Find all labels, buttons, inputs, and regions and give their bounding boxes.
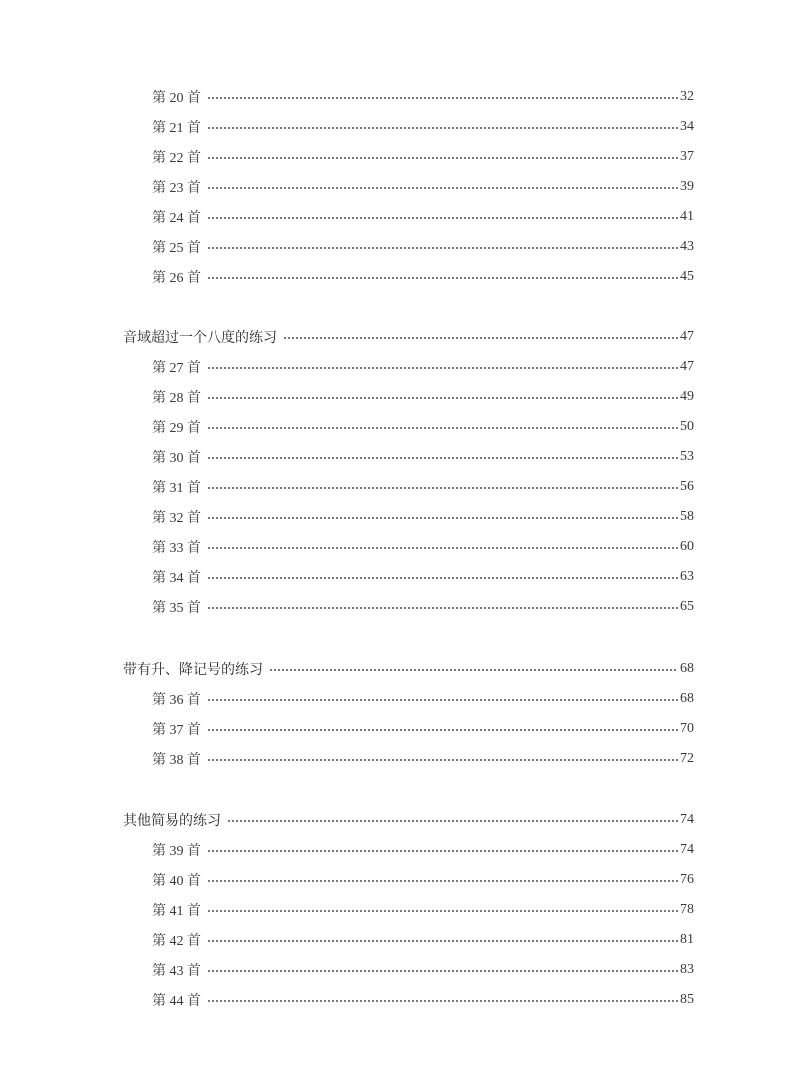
dot-leader [269,669,678,671]
toc-section-row [123,808,694,832]
toc-entry-label: 第 32 首 [152,511,201,526]
dot-leader [207,547,678,549]
toc-page-number: 49 [680,389,694,404]
toc-entry-label: 第 29 首 [152,421,201,436]
dot-leader [207,940,678,942]
dot-leader [207,217,678,219]
toc-entry-row [152,145,694,169]
toc-page-number: 45 [680,269,694,284]
toc-section-title: 其他简易的练习 [123,813,221,829]
toc-entry-row [152,265,694,289]
dot-leader [207,247,678,249]
toc-page-number: 53 [680,449,694,464]
toc-entry-label: 第 34 首 [152,571,201,586]
toc-section-title: 带有升、降记号的练习 [123,662,263,678]
dot-leader [207,157,678,159]
dot-leader [283,337,678,339]
toc-entry-row [152,838,694,862]
toc-entry-row [152,445,694,469]
toc-entry-label: 第 44 首 [152,994,201,1009]
toc-entry-row [152,355,694,379]
toc-entry-row [152,898,694,922]
toc-entry-row [152,958,694,982]
dot-leader [207,910,678,912]
toc-entry-label: 第 42 首 [152,934,201,949]
dot-leader [207,759,678,761]
toc-entry-row [152,595,694,619]
dot-leader [207,880,678,882]
toc-entry-row [152,175,694,199]
toc-entry-label: 第 39 首 [152,844,201,859]
toc-entry-label: 第 38 首 [152,753,201,768]
dot-leader [207,850,678,852]
dot-leader [207,1000,678,1002]
toc-page-number: 83 [680,962,694,977]
toc-entry-label: 第 20 首 [152,91,201,106]
toc-section-row [123,325,694,349]
dot-leader [207,729,678,731]
dot-leader [207,427,678,429]
dot-leader [227,820,678,822]
toc-entry-row [152,747,694,771]
toc-page-number: 74 [680,812,694,827]
toc-page-number: 58 [680,509,694,524]
toc-entry-label: 第 28 首 [152,391,201,406]
toc-page-number: 41 [680,209,694,224]
toc-page-number: 65 [680,599,694,614]
toc-entry-label: 第 37 首 [152,723,201,738]
toc-entry-label: 第 24 首 [152,211,201,226]
dot-leader [207,397,678,399]
dot-leader [207,970,678,972]
dot-leader [207,367,678,369]
toc-entry-row [152,928,694,952]
toc-page-number: 47 [680,359,694,374]
toc-entry-label: 第 30 首 [152,451,201,466]
toc-page-number: 60 [680,539,694,554]
toc-entry-row [152,415,694,439]
toc-page-number: 56 [680,479,694,494]
toc-entry-row [152,687,694,711]
toc-page-number: 68 [680,661,694,676]
toc-entry-label: 第 31 首 [152,481,201,496]
dot-leader [207,577,678,579]
toc-page-number: 74 [680,842,694,857]
toc-entry-row [152,868,694,892]
toc-page-number: 47 [680,329,694,344]
toc-page-number: 37 [680,149,694,164]
toc-entry-row [152,385,694,409]
toc-entry-row [152,205,694,229]
toc-entry-row [152,535,694,559]
toc-page-number: 32 [680,89,694,104]
toc-page-number: 63 [680,569,694,584]
toc-entry-row [152,115,694,139]
toc-page-number: 81 [680,932,694,947]
toc-page-number: 72 [680,751,694,766]
toc-page-number: 68 [680,691,694,706]
dot-leader [207,517,678,519]
toc-entry-label: 第 35 首 [152,601,201,616]
toc-entry-label: 第 36 首 [152,693,201,708]
toc-entry-row [152,235,694,259]
toc-entry-label: 第 41 首 [152,904,201,919]
toc-entry-label: 第 25 首 [152,241,201,256]
dot-leader [207,187,678,189]
toc-section-title: 音域超过一个八度的练习 [123,330,277,346]
toc-entry-label: 第 26 首 [152,271,201,286]
toc-page-number: 34 [680,119,694,134]
toc-entry-label: 第 22 首 [152,151,201,166]
dot-leader [207,607,678,609]
toc-entry-row [152,988,694,1012]
toc-page-number: 85 [680,992,694,1007]
toc-entry-row [152,475,694,499]
toc-page-number: 70 [680,721,694,736]
toc-entry-row [152,505,694,529]
toc-page-number: 39 [680,179,694,194]
toc-page-number: 43 [680,239,694,254]
toc-entry-label: 第 21 首 [152,121,201,136]
toc-entry-label: 第 40 首 [152,874,201,889]
dot-leader [207,487,678,489]
toc-entry-row [152,717,694,741]
dot-leader [207,457,678,459]
toc-page-number: 76 [680,872,694,887]
toc-entry-row [152,85,694,109]
toc-section-row [123,657,694,681]
toc-page-number: 78 [680,902,694,917]
toc-page-number: 50 [680,419,694,434]
toc-entry-label: 第 23 首 [152,181,201,196]
dot-leader [207,277,678,279]
toc-entry-label: 第 27 首 [152,361,201,376]
dot-leader [207,699,678,701]
toc-entry-label: 第 43 首 [152,964,201,979]
toc-entry-row [152,565,694,589]
dot-leader [207,97,678,99]
dot-leader [207,127,678,129]
toc-entry-label: 第 33 首 [152,541,201,556]
